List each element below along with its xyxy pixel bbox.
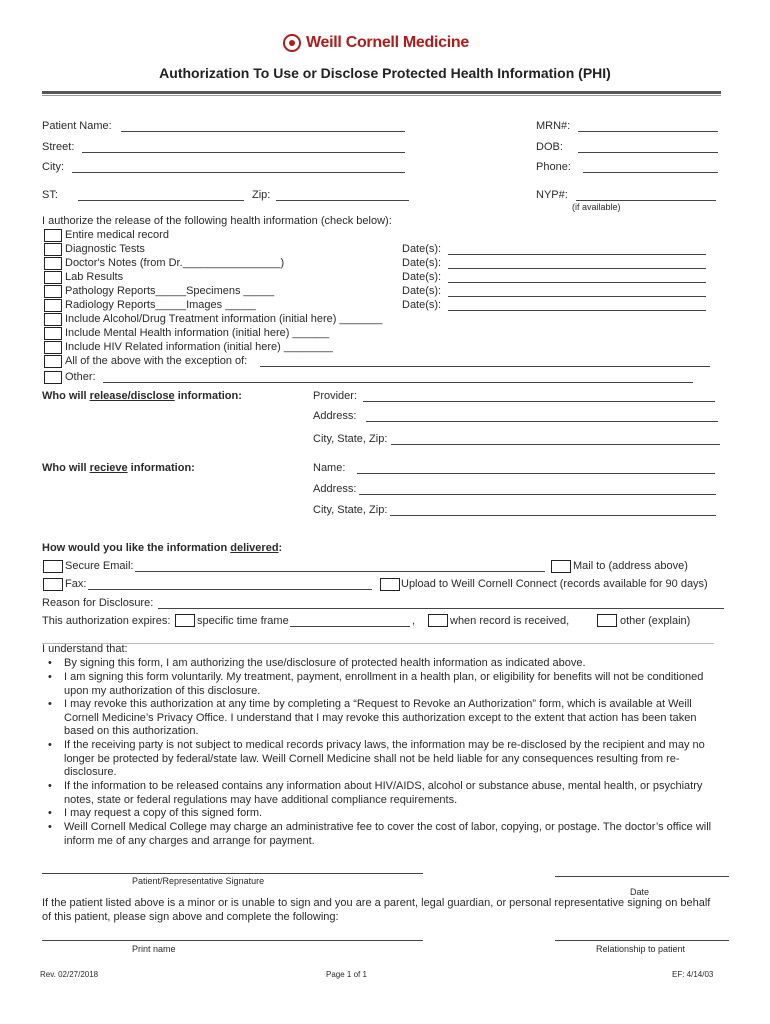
- when-received-label: when record is received,: [450, 615, 570, 627]
- specific-time-field[interactable]: [290, 626, 410, 627]
- minor-note: If the patient listed above is a minor or is unable to sign and you are a parent, legal guardian, or personal representative signing on behalf of this patient, please sign above and complete the following:: [42, 897, 711, 923]
- release-csz-label: City, State, Zip:: [313, 433, 388, 445]
- street-label: Street:: [42, 141, 75, 153]
- patient-name-label: Patient Name:: [42, 120, 112, 132]
- dates-label: Date(s):: [402, 271, 442, 283]
- provider-label: Provider:: [313, 390, 358, 402]
- when-received-checkbox[interactable]: [428, 614, 448, 627]
- dob-field[interactable]: [578, 152, 718, 153]
- bullet: •: [48, 671, 52, 683]
- dates-label: Date(s):: [402, 257, 442, 269]
- header-rule: [42, 91, 721, 94]
- entire-record-checkbox[interactable]: [44, 229, 62, 242]
- city-field[interactable]: [72, 172, 405, 173]
- dates-field[interactable]: [448, 254, 706, 255]
- other-explain-label: other (explain): [620, 615, 691, 627]
- receive-party-heading: Who will recieve information:: [42, 462, 195, 474]
- understand-item: If the receiving party is not subject to medical records privacy laws, the information may be re-disclosed by the recipient and may no longer be protected by federal/state law. Weill Cornell Medicine shall not be held liable for any consequences resulting from re-disclosure.: [64, 739, 705, 778]
- logo: [283, 34, 469, 52]
- print-name-field[interactable]: [42, 940, 423, 941]
- bullet: •: [48, 821, 52, 833]
- expires-label: This authorization expires:: [42, 615, 171, 627]
- zip-field[interactable]: [276, 200, 409, 201]
- receiver-address-label: Address:: [313, 483, 357, 495]
- fax-checkbox[interactable]: [43, 578, 63, 591]
- bullet: •: [48, 780, 52, 792]
- mrn-label: MRN#:: [536, 120, 571, 132]
- understand-item: I may revoke this authorization at any time by completing a “Request to Revoke an Authorization” form, which is available at Weill Cornell Medicine’s Privacy Office. I understand that I may revoke this authorization except to the extent that action has been taken based on this authorization.: [64, 698, 697, 737]
- phone-label: Phone:: [536, 161, 571, 173]
- release-item: Doctor's Notes (from Dr.________________): [65, 257, 285, 269]
- release-item: Entire medical record: [65, 229, 169, 241]
- seal-icon: [283, 34, 301, 52]
- secure-email-field[interactable]: [135, 571, 545, 572]
- understand-item: If the information to be released contains any information about HIV/AIDS, alcohol or substance abuse, mental health, or psychiatry notes, state or federal regulations may have additional compliance requirements.: [64, 780, 703, 806]
- dates-label: Date(s):: [402, 285, 442, 297]
- release-item: Include Alcohol/Drug Treatment information (initial here) _______: [65, 313, 383, 325]
- release-item: All of the above with the exception of:: [65, 355, 248, 367]
- reason-field[interactable]: [158, 608, 724, 609]
- release-item: Lab Results: [65, 271, 124, 283]
- receiver-name-label: Name:: [313, 462, 346, 474]
- fax-label: Fax:: [65, 578, 87, 590]
- logo-text: Weill Cornell Medicine: [306, 34, 469, 51]
- pathology-checkbox[interactable]: [44, 285, 62, 298]
- header-rule-thin: [42, 95, 721, 96]
- relationship-field[interactable]: [555, 940, 729, 941]
- mrn-field[interactable]: [578, 131, 718, 132]
- release-item: Include HIV Related information (initial here) ________: [65, 341, 333, 353]
- signature-field[interactable]: [42, 873, 423, 874]
- understand-heading: I understand that:: [42, 643, 128, 655]
- bullet: •: [48, 807, 52, 819]
- dates-field[interactable]: [448, 282, 706, 283]
- dates-label: Date(s):: [402, 243, 442, 255]
- footer-ef: EF: 4/14/03: [672, 970, 714, 979]
- release-item: Include Mental Health information (initial here) ______: [65, 327, 330, 339]
- delivery-heading: How would you like the information delivered:: [42, 542, 283, 554]
- secure-email-label: Secure Email:: [65, 560, 134, 572]
- lab-results-checkbox[interactable]: [44, 271, 62, 284]
- mental-health-checkbox[interactable]: [44, 327, 62, 340]
- footer-page: Page 1 of 1: [326, 970, 367, 979]
- nyp-label: NYP#:: [536, 189, 568, 201]
- footer-rev: Rev. 02/27/2018: [40, 970, 99, 979]
- dob-label: DOB:: [536, 141, 563, 153]
- other-field[interactable]: [103, 382, 693, 383]
- street-field[interactable]: [82, 152, 405, 153]
- bullet: •: [48, 698, 52, 710]
- understand-item: By signing this form, I am authorizing the use/disclosure of protected health information as indicated above.: [64, 657, 586, 669]
- other-explain-checkbox[interactable]: [597, 614, 617, 627]
- upload-label: Upload to Weill Cornell Connect (records available for 90 days): [401, 578, 708, 590]
- release-csz-field[interactable]: [391, 444, 720, 445]
- explain-field[interactable]: [42, 643, 714, 644]
- hiv-checkbox[interactable]: [44, 341, 62, 354]
- dates-label: Date(s):: [402, 299, 442, 311]
- other-checkbox[interactable]: [44, 371, 62, 384]
- release-item: Diagnostic Tests: [65, 243, 145, 255]
- other-label: Other:: [65, 371, 96, 383]
- bullet: •: [48, 657, 52, 669]
- provider-field[interactable]: [363, 401, 715, 402]
- patient-name-field[interactable]: [121, 131, 405, 132]
- release-party-heading: Who will release/disclose information:: [42, 390, 242, 402]
- nyp-note: (if available): [572, 202, 621, 212]
- signature-label: Patient/Representative Signature: [132, 876, 265, 886]
- radiology-checkbox[interactable]: [44, 299, 62, 312]
- bullet: •: [48, 739, 52, 751]
- receiver-csz-field[interactable]: [390, 515, 716, 516]
- understand-item: I may request a copy of this signed form.: [64, 807, 263, 819]
- release-intro: I authorize the release of the following health information (check below):: [42, 215, 392, 227]
- relationship-label: Relationship to patient: [596, 944, 686, 954]
- release-item: Radiology Reports_____Images _____: [65, 299, 256, 311]
- specific-time-label: specific time frame: [197, 615, 289, 627]
- understand-item: Weill Cornell Medical College may charge an administrative fee to cover the cost of labor, copying, or postage. The doctor’s office will inform me of any charges and arrange for payment.: [64, 821, 712, 847]
- release-address-label: Address:: [313, 410, 357, 422]
- mail-label: Mail to (address above): [573, 560, 688, 572]
- all-except-checkbox[interactable]: [44, 355, 62, 368]
- diagnostic-tests-checkbox[interactable]: [44, 243, 62, 256]
- mail-checkbox[interactable]: [551, 560, 571, 573]
- reason-label: Reason for Disclosure:: [42, 597, 154, 609]
- exception-field[interactable]: [260, 366, 710, 367]
- receiver-csz-label: City, State, Zip:: [313, 504, 388, 516]
- understand-item: I am signing this form voluntarily. My treatment, payment, enrollment in a health plan, or eligibility for benefits will not be conditioned upon my authorization of this disclosure.: [64, 671, 704, 697]
- page-title: Authorization To Use or Disclose Protected Health Information (PHI): [159, 65, 611, 81]
- date-field[interactable]: [555, 876, 729, 877]
- phone-field[interactable]: [583, 172, 718, 173]
- specific-time-checkbox[interactable]: [175, 614, 195, 627]
- alcohol-drug-checkbox[interactable]: [44, 313, 62, 326]
- state-field[interactable]: [78, 200, 244, 201]
- print-name-label: Print name: [132, 944, 176, 954]
- state-label: ST:: [42, 189, 58, 201]
- upload-checkbox[interactable]: [380, 578, 400, 591]
- nyp-field[interactable]: [576, 200, 716, 201]
- release-item: Pathology Reports_____Specimens _____: [65, 285, 275, 297]
- date-label: Date: [630, 887, 650, 897]
- comma: ,: [412, 615, 416, 627]
- receiver-name-field[interactable]: [357, 473, 715, 474]
- secure-email-checkbox[interactable]: [43, 560, 63, 573]
- zip-label: Zip:: [252, 189, 271, 201]
- receiver-address-field[interactable]: [359, 494, 716, 495]
- fax-field[interactable]: [88, 589, 372, 590]
- dates-field[interactable]: [448, 296, 706, 297]
- dates-field[interactable]: [448, 268, 706, 269]
- city-label: City:: [42, 161, 64, 173]
- release-address-field[interactable]: [366, 421, 718, 422]
- dates-field[interactable]: [448, 310, 706, 311]
- doctors-notes-checkbox[interactable]: [44, 257, 62, 270]
